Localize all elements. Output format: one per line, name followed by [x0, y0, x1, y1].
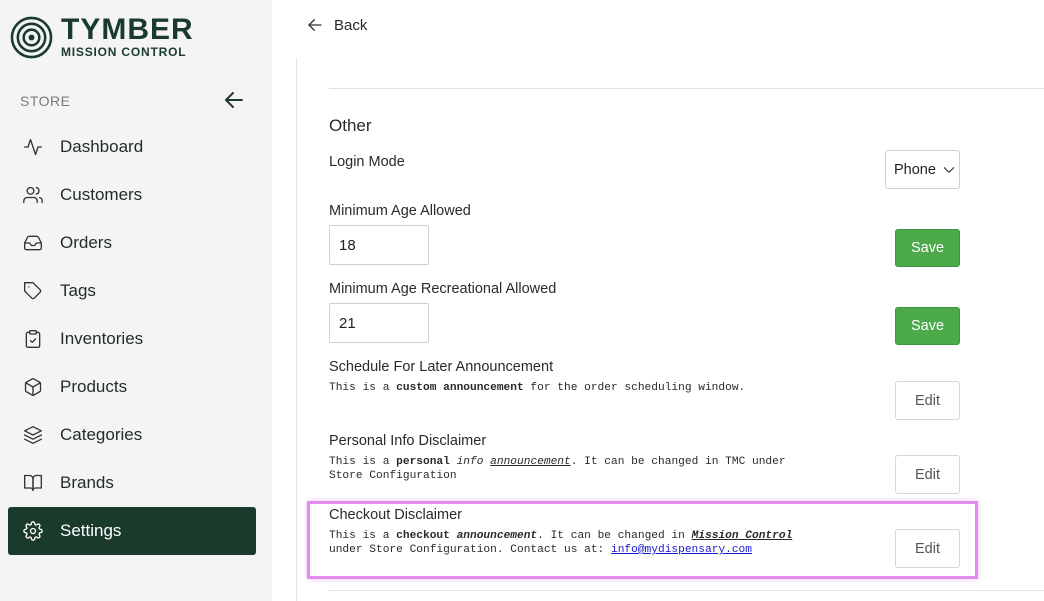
- sidebar-item-products[interactable]: [8, 363, 256, 411]
- logo-title: TYMBER: [61, 12, 194, 46]
- layers-icon: [22, 424, 44, 446]
- min-age-input[interactable]: [329, 225, 429, 265]
- sidebar-item-label: Orders: [60, 233, 112, 252]
- book-open-icon: [22, 472, 44, 494]
- schedule-announcement-label: Schedule For Later Announcement: [329, 359, 554, 375]
- sidebar-item-label: Brands: [60, 473, 114, 492]
- back-button[interactable]: [306, 16, 367, 34]
- section-title: Other: [329, 116, 372, 135]
- checkout-disclaimer-edit-button[interactable]: Edit: [895, 529, 960, 568]
- contact-email-link[interactable]: info@mydispensary.com: [610, 544, 752, 556]
- sidebar-item-customers[interactable]: [8, 171, 256, 219]
- store-section-label: STORE: [20, 93, 71, 109]
- sidebar: [0, 0, 272, 601]
- collapse-sidebar-button[interactable]: [222, 88, 246, 112]
- schedule-announcement-preview: This is a custom announcement for the order scheduling window.: [329, 382, 746, 394]
- min-age-label: Minimum Age Allowed: [329, 203, 471, 219]
- personal-disclaimer-edit-button[interactable]: Edit: [895, 455, 960, 494]
- sidebar-nav: [8, 123, 256, 555]
- sidebar-item-categories[interactable]: [8, 411, 256, 459]
- sidebar-item-label: Inventories: [60, 329, 144, 348]
- sidebar-item-label: Products: [60, 377, 128, 396]
- sidebar-item-dashboard[interactable]: [8, 123, 256, 171]
- personal-disclaimer-label: Personal Info Disclaimer: [329, 433, 487, 449]
- logo-subtitle: MISSION CONTROL: [61, 44, 187, 59]
- sidebar-item-label: Categories: [60, 425, 143, 444]
- arrow-left-icon: [222, 88, 246, 112]
- sidebar-item-orders[interactable]: [8, 219, 256, 267]
- tag-icon: [22, 280, 44, 302]
- personal-disclaimer-preview: This is a personal info announcement. It can be changed in TMC under Store Configuration: [329, 456, 786, 482]
- sidebar-item-label: Tags: [60, 281, 96, 300]
- gear-icon: [22, 520, 44, 542]
- sidebar-item-label: Dashboard: [60, 137, 144, 156]
- min-age-rec-save-button[interactable]: Save: [895, 307, 960, 345]
- section-divider: [329, 590, 1044, 591]
- logo-rings-icon: [10, 16, 53, 59]
- min-age-rec-input[interactable]: [329, 303, 429, 343]
- users-icon: [22, 184, 44, 206]
- sidebar-item-tags[interactable]: [8, 267, 256, 315]
- min-age-save-button[interactable]: Save: [895, 229, 960, 267]
- section-divider: [329, 88, 1044, 89]
- sidebar-item-inventories[interactable]: [8, 315, 256, 363]
- sidebar-item-brands[interactable]: [8, 459, 256, 507]
- inbox-icon: [22, 232, 44, 254]
- checkout-disclaimer-label: Checkout Disclaimer: [329, 507, 462, 523]
- box-icon: [22, 376, 44, 398]
- chevron-down-icon: [942, 163, 956, 177]
- sidebar-item-label: Customers: [60, 185, 143, 204]
- activity-icon: [22, 136, 44, 158]
- sidebar-item-settings[interactable]: [8, 507, 256, 555]
- clipboard-check-icon: [22, 328, 44, 350]
- schedule-announcement-edit-button[interactable]: Edit: [895, 381, 960, 420]
- login-mode-value: Phone: [894, 161, 936, 178]
- logo[interactable]: [10, 12, 194, 59]
- content-divider: [296, 58, 297, 601]
- back-label: Back: [334, 16, 368, 34]
- login-mode-label: Login Mode: [329, 154, 405, 170]
- sidebar-item-label: Settings: [60, 521, 122, 540]
- login-mode-select[interactable]: [885, 150, 960, 189]
- checkout-disclaimer-preview: This is a checkout announcement. It can be changed in Mission Control under Store Configuration. Contact us at: info@mydispensary.com: [329, 530, 793, 556]
- arrow-left-icon: [306, 16, 324, 34]
- min-age-rec-label: Minimum Age Recreational Allowed: [329, 281, 557, 297]
